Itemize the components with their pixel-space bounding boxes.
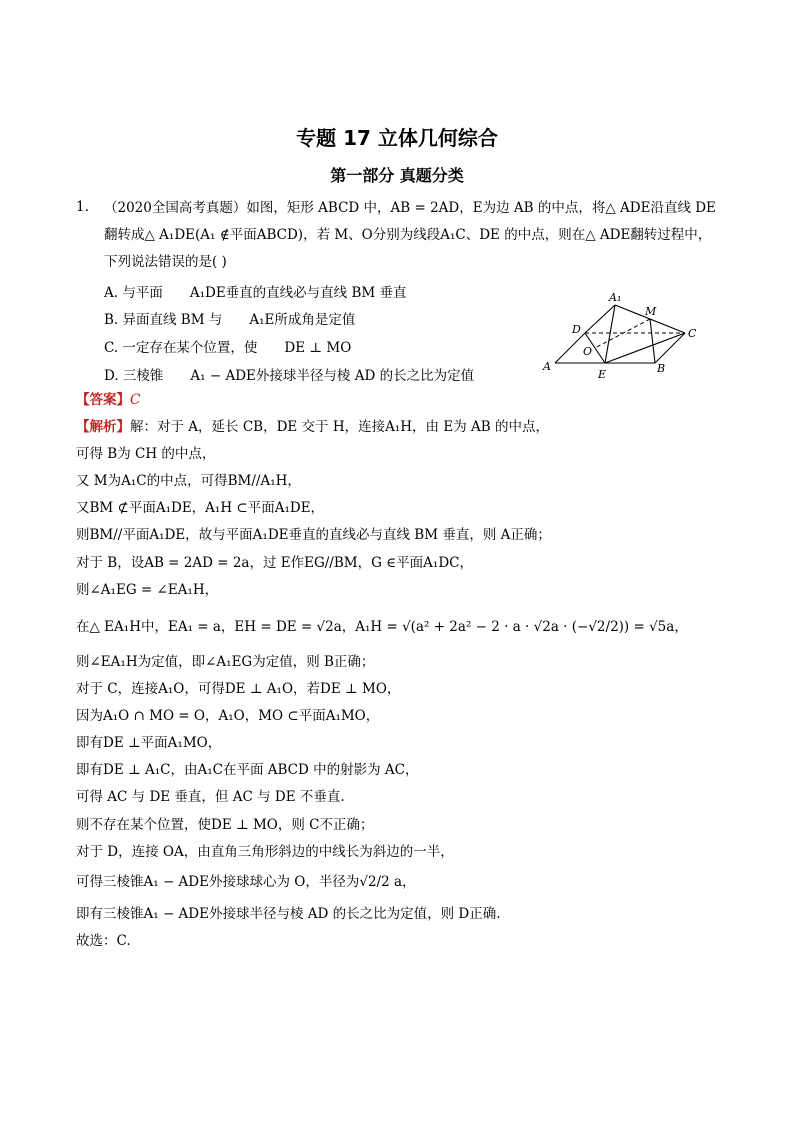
option-a: A. 与平面 A₁DE垂直的直线必与直线 BM 垂直 — [104, 285, 407, 301]
analysis-line-16: 对于 D，连接 OA，由直角三角形斜边的中线长为斜边的一半， — [76, 844, 454, 860]
analysis-line-9: 则∠EA₁H为定值，即∠A₁EG为定值，则 B正确； — [76, 654, 375, 670]
analysis-text: 解：对于 A，延长 CB，DE 交于 H，连接A₁H，由 E为 AB 的中点， — [130, 419, 549, 435]
question-number: 1. — [76, 199, 89, 215]
option-d: D. 三棱锥 A₁ − ADE外接球半径与棱 AD 的长之比为定值 — [104, 368, 475, 384]
edge-MB — [650, 319, 655, 363]
analysis-line-13: 即有DE ⊥ A₁C，由A₁C在平面 ABCD 中的射影为 AC， — [76, 762, 419, 778]
analysis-line-12: 即有DE ⊥平面A₁MO， — [76, 735, 222, 751]
option-c: C. 一定存在某个位置，使 DE ⊥ MO — [104, 340, 352, 356]
analysis-line-4: 又BM ⊄平面A₁DE，A₁H ⊂平面A₁DE， — [76, 500, 325, 516]
edge-EC — [605, 333, 685, 363]
analysis-line-15: 则不存在某个位置，使DE ⊥ MO，则 C不正确； — [76, 817, 374, 833]
geometry-figure — [535, 285, 705, 385]
analysis-line-7: 则∠A₁EG = ∠EA₁H， — [76, 582, 219, 598]
label-A: A — [543, 360, 551, 373]
edge-AD — [555, 333, 585, 363]
question-line-1: （2020全国高考真题）如图，矩形 ABCD 中，AB = 2AD，E为边 AB 的中点，将△ ADE沿直线 DE — [104, 200, 716, 216]
analysis-line-5: 则BM//平面A₁DE，故与平面A₁DE垂直的直线必与直线 BM 垂直，则 A正确； — [76, 527, 551, 543]
label-E: E — [598, 368, 607, 381]
question-line-2: 翻转成△ A₁DE(A₁ ∉平面ABCD)，若 M、O分别为线段A₁C、DE 的中点，则在△ ADE翻转过程中， — [104, 227, 712, 243]
label-O: O — [583, 345, 593, 358]
question-line-3: 下列说法错误的是( ) — [104, 254, 227, 270]
answer-value: C — [130, 392, 141, 408]
analysis-line-10: 对于 C，连接A₁O，可得DE ⊥ A₁O，若DE ⊥ MO， — [76, 681, 401, 697]
analysis-line-14: 可得 AC 与 DE 垂直，但 AC 与 DE 不垂直. — [76, 789, 345, 805]
edge-A1E — [605, 305, 615, 363]
analysis-line-18: 即有三棱锥A₁ − ADE外接球半径与棱 AD 的长之比为定值，则 D正确. — [76, 906, 501, 922]
edge-BC — [655, 333, 685, 363]
page-title: 专题 17 立体几何综合 — [296, 126, 498, 150]
analysis-line-11: 因为A₁O ∩ MO = O，A₁O，MO ⊂平面A₁MO， — [76, 708, 380, 724]
label-M: M — [645, 305, 657, 318]
answer-label: 【答案】 — [76, 392, 130, 408]
analysis-line-2: 可得 B为 CH 的中点， — [76, 446, 216, 462]
analysis-line-19: 故选：C. — [76, 933, 131, 949]
section-subtitle: 第一部分 真题分类 — [330, 166, 464, 185]
analysis-line-8: 在△ EA₁H中，EA₁ = a，EH = DE = √2a，A₁H = √(a² + 2a² − 2 · a · √2a · (−√2/2)) = √5a， — [76, 619, 688, 635]
label-B: B — [657, 362, 666, 375]
analysis-line-1 — [76, 418, 549, 436]
analysis-line-3: 又 M为A₁C的中点，可得BM//A₁H， — [76, 473, 301, 489]
label-C: C — [688, 327, 697, 340]
analysis-line-6: 对于 B，设AB = 2AD = 2a，过 E作EG//BM，G ∈平面A₁DC， — [76, 555, 473, 571]
label-A1: A₁ — [609, 291, 622, 304]
analysis-line-17: 可得三棱锥A₁ − ADE外接球球心为 O，半径为√2/2 a， — [76, 874, 416, 890]
analysis-label: 【解析】 — [76, 419, 130, 435]
answer-line — [76, 391, 140, 409]
label-D: D — [572, 323, 581, 336]
option-b: B. 异面直线 BM 与 A₁E所成角是定值 — [104, 312, 356, 328]
